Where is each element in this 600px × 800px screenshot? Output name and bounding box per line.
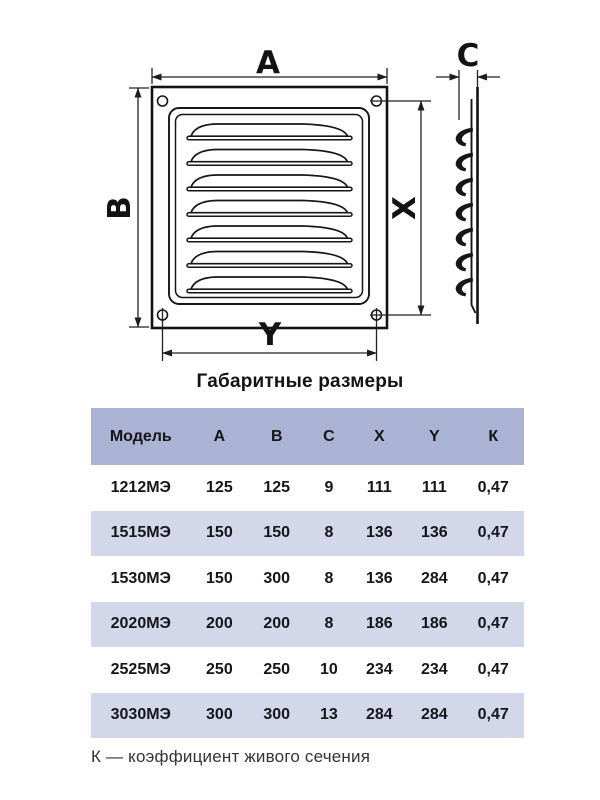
size-table-body (91, 465, 524, 738)
value-cell: 0,47 (477, 706, 509, 724)
header-cell-a: A (213, 427, 226, 445)
value-cell: 125 (263, 478, 291, 496)
table-row (91, 693, 524, 739)
table-row (91, 647, 524, 693)
grille-side-view (456, 87, 478, 324)
model-cell: 3030МЭ (110, 706, 171, 724)
value-cell: 284 (365, 706, 393, 724)
model-cell: 1515МЭ (110, 524, 171, 542)
header-cell-k: К (488, 427, 499, 445)
grille-front-view (152, 87, 387, 328)
value-cell: 150 (206, 524, 233, 542)
value-cell: 9 (324, 478, 334, 496)
value-cell: 200 (206, 615, 233, 633)
header-cell-c: C (323, 427, 335, 445)
value-cell: 136 (420, 524, 448, 542)
value-cell: 150 (206, 569, 233, 587)
header-cell-model: Модель (109, 427, 172, 445)
louver-profile-hooks (456, 128, 473, 297)
value-cell: 0,47 (477, 569, 509, 587)
table-row (91, 465, 524, 511)
value-cell: 250 (206, 660, 233, 678)
value-cell: 111 (421, 478, 447, 496)
value-cell: 234 (365, 660, 393, 678)
dim-label-x: X (386, 196, 423, 220)
value-cell: 8 (324, 569, 334, 587)
value-cell: 186 (420, 615, 448, 633)
header-cell-x: X (373, 427, 385, 445)
value-cell: 0,47 (477, 524, 509, 542)
mounting-hole-icon (158, 96, 168, 106)
value-cell: 150 (263, 524, 291, 542)
table-row (91, 511, 524, 557)
value-cell: 125 (206, 478, 233, 496)
value-cell: 13 (319, 706, 338, 724)
value-cell: 136 (365, 569, 393, 587)
value-cell: 0,47 (477, 660, 509, 678)
table-header-row (91, 408, 524, 465)
table-row (91, 556, 524, 602)
dim-label-y: Y (258, 317, 282, 353)
dim-label-c: C (456, 38, 480, 74)
value-cell: 8 (324, 615, 334, 633)
model-cell: 2020МЭ (110, 615, 171, 633)
value-cell: 0,47 (477, 615, 509, 633)
value-cell: 136 (365, 524, 393, 542)
diagram-caption: Габаритные размеры (196, 371, 404, 392)
dim-label-a: A (256, 45, 280, 81)
model-cell: 1530МЭ (110, 569, 171, 587)
value-cell: 300 (263, 706, 291, 724)
value-cell: 300 (263, 569, 291, 587)
value-cell: 284 (420, 569, 448, 587)
dimension-diagram (0, 0, 600, 368)
value-cell: 300 (206, 706, 233, 724)
footnote: К — коэффициент живого сечения (91, 747, 371, 766)
value-cell: 111 (366, 478, 392, 496)
table-row (91, 602, 524, 648)
value-cell: 234 (420, 660, 448, 678)
value-cell: 200 (263, 615, 291, 633)
model-cell: 1212МЭ (110, 478, 171, 496)
value-cell: 8 (324, 524, 334, 542)
value-cell: 10 (319, 660, 338, 678)
model-cell: 2525МЭ (110, 660, 171, 678)
header-cell-y: Y (428, 427, 440, 445)
value-cell: 186 (365, 615, 393, 633)
value-cell: 0,47 (477, 478, 509, 496)
header-cell-b: B (270, 427, 283, 445)
value-cell: 250 (263, 660, 291, 678)
dim-label-b: B (101, 196, 138, 220)
value-cell: 284 (420, 706, 448, 724)
size-table (91, 408, 524, 738)
